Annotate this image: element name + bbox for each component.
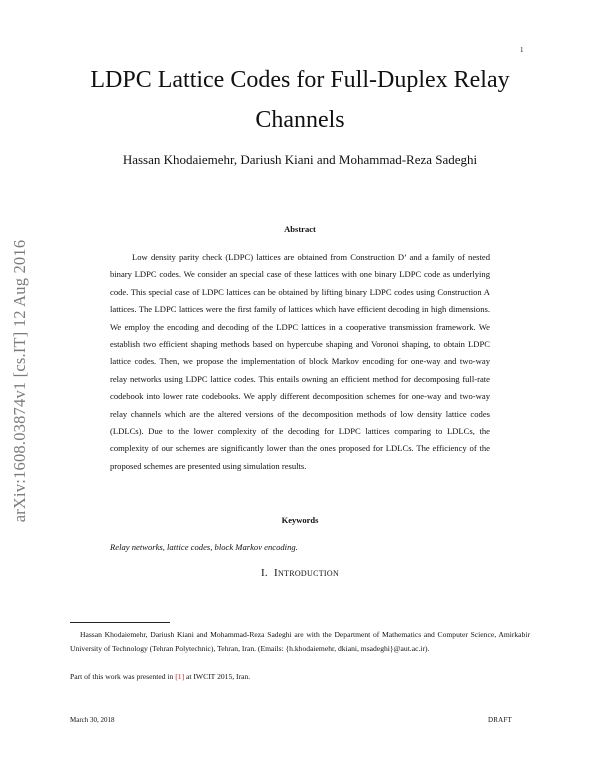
keywords-body: Relay networks, lattice codes, block Markov encoding. — [110, 542, 298, 552]
page-number: 1 — [520, 46, 524, 54]
footnote-presented-prefix: Part of this work was presented in — [70, 672, 176, 681]
citation-link[interactable]: [1] — [175, 672, 185, 681]
arxiv-identifier-text: arXiv:1608.03874v1 [cs.IT] 12 Aug 2016 — [10, 239, 29, 522]
footnote-presented-suffix: at IWCIT 2015, Iran. — [184, 672, 251, 681]
paper-title — [70, 60, 530, 140]
footer-draft-label: DRAFT — [488, 716, 512, 724]
abstract-heading: Abstract — [284, 224, 316, 234]
footnote-presented — [70, 670, 530, 684]
abstract-body: Low density parity check (LDPC) lattices are obtained from Construction D’ and a family of nested binary LDPC codes. We consider an special case of these lattices with one binary LDPC code as underlying code. This special case of LDPC lattices can be obtained by lifting binary LDPC codes using Construction A lattices. The LDPC lattices were the first family of lattices which have efficient decoding in high dimensions. We employ the encoding and decoding of the LDPC lattices in a cooperative transmission framework. We establish two efficient shaping methods based on hypercube shaping and Voronoi shaping, to obtain LDPC lattice codes. Then, we propose the implementation of block Markov encoding for one-way and two-way relay networks using LDPC lattice codes. This entails owning an efficient method for decomposing full-rate codebook into lower rate codebooks. We apply different decomposition schemes for one-way and two-way relay channels which are the altered versions of the decomposition methods of low density lattice codes (LDLCs). Due to the lower complexity of the decoding for LDPC lattices comparing to LDLCs, the complexity of our schemes are significantly lower than the ones proposed for LDLCs. The efficiency of the proposed schemes are presented using simulation results. — [110, 252, 490, 471]
paper-title-line-2: Channels — [255, 107, 345, 133]
arxiv-identifier-stamp — [6, 208, 34, 553]
section-heading-introduction — [70, 567, 530, 579]
footer-date: March 30, 2018 — [70, 716, 115, 724]
section-number: I. — [260, 567, 268, 579]
author-list: Hassan Khodaiemehr, Dariush Kiani and Mohammad-Reza Sadeghi — [122, 152, 478, 167]
section-title: Introduction — [273, 567, 340, 579]
paper-title-line-1: LDPC Lattice Codes for Full-Duplex Relay — [90, 67, 510, 93]
keywords-heading: Keywords — [281, 515, 319, 525]
footnote-divider — [70, 622, 170, 623]
footnote-affiliation: Hassan Khodaiemehr, Dariush Kiani and Mohammad-Reza Sadeghi are with the Department of Mathematics and Computer Science, Amirkabir University of Technology (Tehran Polytechnic), Tehran, Iran. (Emails: {h.khodaiemehr, dkiani, msadeghi}@aut.ac.ir). — [70, 630, 530, 653]
